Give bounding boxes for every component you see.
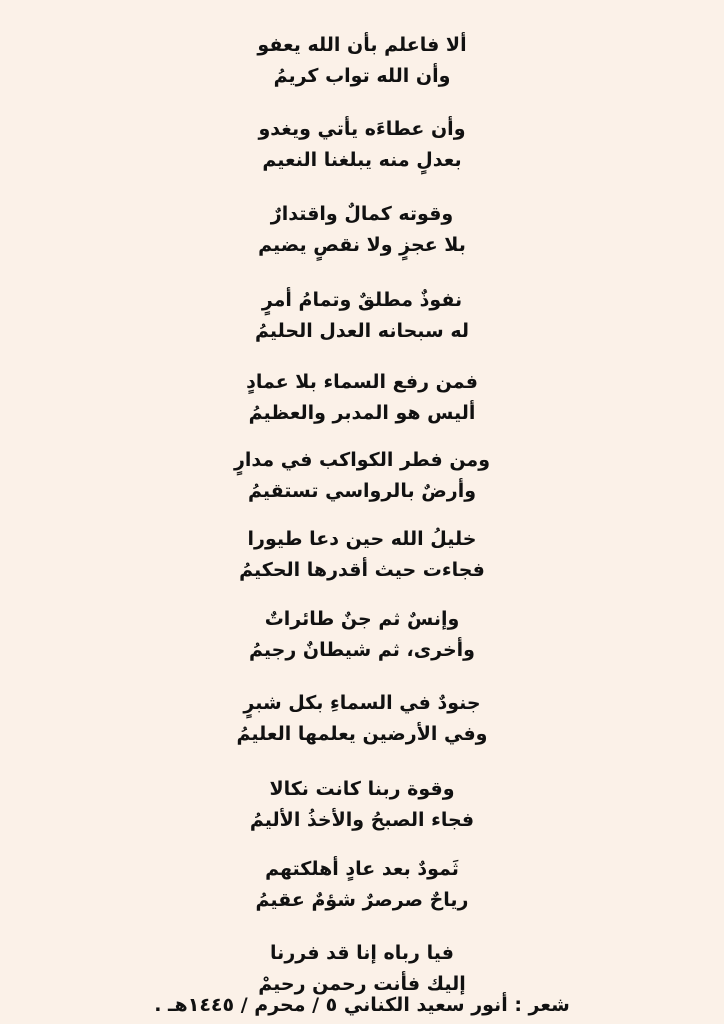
- stanza: [0, 199, 724, 285]
- stanza: [0, 114, 724, 199]
- verse-line: فجاء الصبحُ والأخذُ الأليمُ: [249, 809, 475, 831]
- verse-line: فمن رفع السماء بلا عمادٍ: [246, 371, 478, 393]
- signature-date: ٥ / محرم / ١٤٤٥هـ .: [154, 994, 338, 1016]
- poem-signature: [0, 990, 724, 1020]
- author-name: أنور سعيد الكناني: [343, 994, 508, 1016]
- verse-line: وإنسٌ ثم جنٌ طائراتٌ: [264, 608, 460, 630]
- verse-line: وقوته كمالٌ واقتدارٌ: [270, 203, 454, 225]
- verse-line: خليلُ الله حين دعا طيورا: [247, 528, 477, 550]
- signature-label: شعر :: [514, 994, 570, 1016]
- verse-line: وأن عطاءَه يأتي ويغدو: [258, 118, 466, 140]
- verse-line: وأخرى، ثم شيطانٌ رجيمُ: [249, 639, 475, 661]
- stanza: [0, 854, 724, 938]
- stanza: [0, 285, 724, 367]
- verse-line: ألا فاعلم بأن الله يعفو: [257, 34, 467, 56]
- poem: [0, 30, 724, 1008]
- verse-line: فيا رباه إنا قد فررنا: [270, 942, 454, 964]
- stanza: [0, 524, 724, 604]
- verse-line: له سبحانه العدل الحليمُ: [254, 320, 469, 342]
- verse-line: بلا عجزٍ ولا نقصٍ يضيم: [258, 234, 466, 256]
- verse-line: جنودٌ في السماءِ بكل شبرٍ: [243, 692, 481, 714]
- verse-line: إليك فأنت رحمن رحيمْ: [258, 973, 466, 995]
- stanza: [0, 445, 724, 524]
- verse-line: وفي الأرضين يعلمها العليمُ: [236, 723, 488, 745]
- stanza: [0, 30, 724, 114]
- verse-line: رياحٌ صرصرٌ شؤمٌ عقيمُ: [255, 889, 469, 911]
- stanza: [0, 774, 724, 854]
- verse-line: وأن الله تواب كريمُ: [273, 65, 451, 87]
- stanza: [0, 688, 724, 774]
- verse-line: وقوة ربنا كانت نكالا: [269, 778, 455, 800]
- verse-line: أليس هو المدبر والعظيمُ: [248, 402, 476, 424]
- stanza: [0, 367, 724, 445]
- verse-line: فجاءت حيث أقدرها الحكيمُ: [239, 559, 485, 581]
- stanza: [0, 604, 724, 688]
- verse-line: بعدلٍ منه يبلغنا النعيم: [262, 149, 462, 171]
- verse-line: وأرضٌ بالرواسي تستقيمُ: [247, 480, 477, 502]
- verse-line: ومن فطر الكواكب في مدارٍ: [233, 449, 491, 471]
- verse-line: ثَمودٌ بعد عادٍ أهلكتهم: [265, 858, 459, 880]
- verse-line: نفوذٌ مطلقٌ وتمامُ أمرٍ: [261, 289, 463, 311]
